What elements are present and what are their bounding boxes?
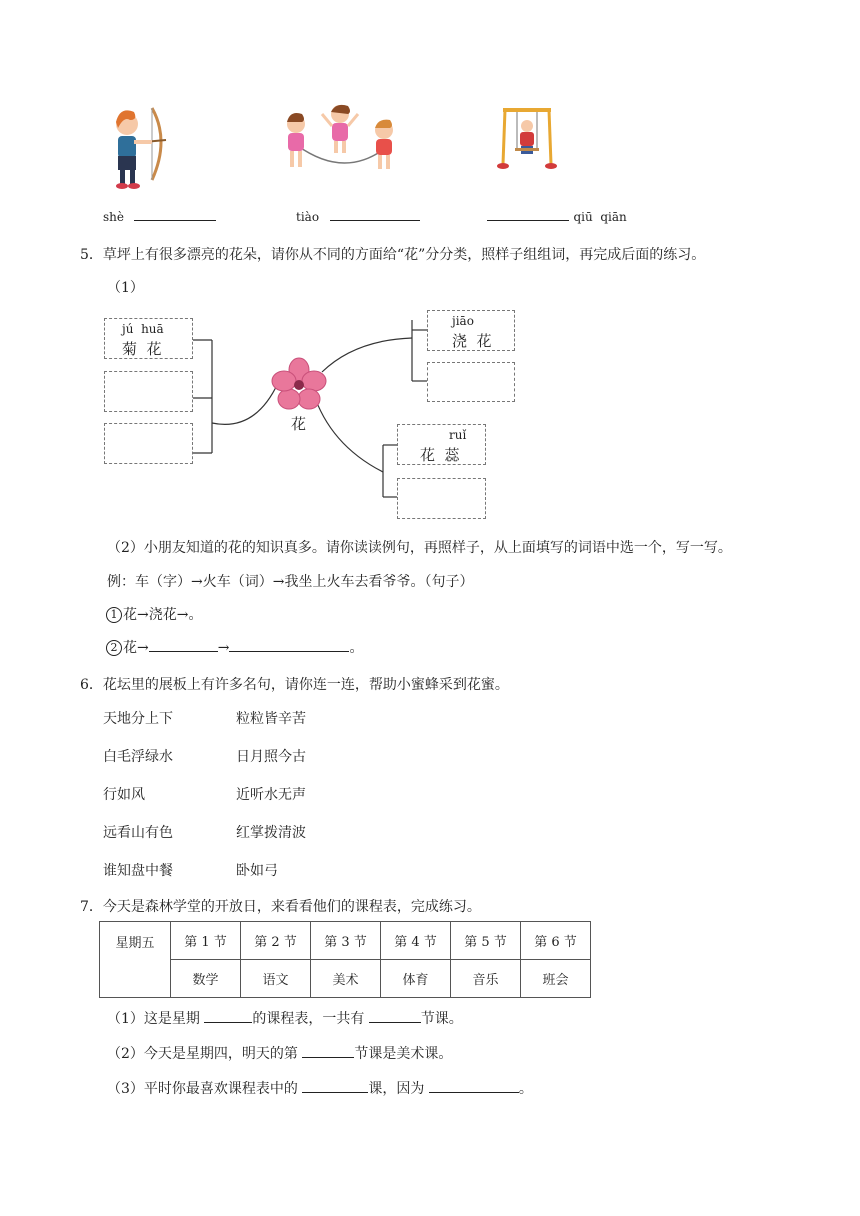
q6-number: 6． [80, 677, 103, 693]
subject-cell: 班会 [521, 960, 591, 998]
q7-sub1 [107, 1008, 463, 1028]
q5-part2-text: （2）小朋友知道的花的知识真多。请你读读例句，再照样子，从上面填写的词语中选一个，写一写。 [107, 540, 732, 556]
q6-left-5[interactable]: 谁知盘中餐 [103, 863, 173, 879]
q5-line2-prefix: 花→ [123, 640, 149, 656]
q7-sub2-b: 节课是美术课。 [354, 1046, 453, 1062]
q7-sub1-a: （1）这是星期 [107, 1011, 205, 1027]
example-box-huarui [397, 424, 486, 465]
jiaohua-word: 浇 花 [452, 332, 492, 350]
q7-number: 7． [80, 899, 103, 915]
huarui-word: 花 蕊 [420, 446, 460, 464]
answer-blank-lesson-count[interactable] [369, 1008, 421, 1023]
q6-stem [80, 674, 509, 694]
word-box-bottom-right-2[interactable] [397, 478, 486, 519]
q7-sub1-c: 节课。 [420, 1011, 463, 1027]
schedule-table [99, 921, 591, 998]
q7-text: 今天是森林学堂的开放日，来看看他们的课程表，完成练习。 [102, 899, 481, 915]
q7-sub3 [107, 1078, 533, 1098]
q7-sub3-b: 课，因为 [368, 1081, 429, 1097]
q7-sub3-a: （3）平时你最喜欢课程表中的 [107, 1081, 303, 1097]
q6-left-2[interactable]: 白毛浮绿水 [103, 749, 173, 765]
word-box-left-3[interactable] [104, 423, 193, 464]
q7-sub1-b: 的课程表，一共有 [252, 1011, 369, 1027]
subject-cell: 语文 [241, 960, 311, 998]
period-header: 第 3 节 [311, 922, 381, 960]
answer-blank-weekday[interactable] [204, 1008, 252, 1023]
subject-cell: 美术 [311, 960, 381, 998]
q6-right-1[interactable]: 粒粒皆辛苦 [236, 711, 306, 727]
pinyin-she: shè [103, 210, 124, 224]
subject-cell: 体育 [381, 960, 451, 998]
answer-blank-reason[interactable] [429, 1078, 519, 1093]
flower-icon [271, 357, 327, 413]
q5-line2 [106, 637, 363, 657]
period-header: 第 1 节 [171, 922, 241, 960]
q7-sub2 [107, 1043, 452, 1063]
q6-left-1[interactable]: 天地分上下 [103, 711, 173, 727]
table-row [100, 960, 591, 998]
q6-right-4[interactable]: 红掌拨清波 [236, 825, 306, 841]
answer-blank-sentence[interactable] [229, 637, 349, 652]
word-box-top-right-2[interactable] [427, 362, 515, 402]
q6-left-4[interactable]: 远看山有色 [103, 825, 173, 841]
circled-number-1: 1 [106, 607, 122, 623]
q6-right-2[interactable]: 日月照今古 [236, 749, 306, 765]
answer-blank-word[interactable] [149, 637, 218, 652]
jiaohua-pinyin: jiāo [452, 314, 474, 328]
q7-sub2-a: （2）今天是星期四，明天的第 [107, 1046, 303, 1062]
period-header: 第 6 节 [521, 922, 591, 960]
day-cell: 星期五 [100, 922, 171, 998]
circled-number-2: 2 [106, 640, 122, 656]
example-box-jiaohua [427, 310, 515, 351]
word-box-left-2[interactable] [104, 371, 193, 412]
q6-right-3[interactable]: 近听水无声 [236, 787, 306, 803]
q7-stem [80, 896, 481, 916]
pinyin-tiao: tiào [296, 210, 320, 224]
q5-part1-label: （1） [107, 280, 144, 296]
table-row [100, 922, 591, 960]
juhua-pinyin: jú huā [122, 322, 164, 336]
q5-line2-arrow: → [217, 640, 230, 656]
period-header: 第 4 节 [381, 922, 451, 960]
q6-right-5[interactable]: 卧如弓 [236, 863, 278, 879]
q6-text: 花坛里的展板上有许多名句，请你连一连，帮助小蜜蜂采到花蜜。 [102, 677, 509, 693]
answer-blank-favorite-subject[interactable] [302, 1078, 368, 1093]
center-flower-char: 花 [291, 415, 307, 433]
q5-text: 草坪上有很多漂亮的花朵，请你从不同的方面给“花”分分类，照样子组组词，再完成后面的练习。 [102, 247, 706, 263]
period-header: 第 2 节 [241, 922, 311, 960]
q7-sub3-c: 。 [518, 1081, 533, 1097]
juhua-word: 菊 花 [122, 340, 162, 358]
q5-line2-end: 。 [349, 640, 364, 656]
subject-cell: 音乐 [451, 960, 521, 998]
q5-number: 5． [80, 247, 103, 263]
example-box-juhua [104, 318, 193, 359]
subject-cell: 数学 [171, 960, 241, 998]
q5-line1-text: 花→浇花→。 [123, 607, 203, 623]
answer-blank-period[interactable] [302, 1043, 354, 1058]
huarui-pinyin: ruǐ [449, 428, 467, 442]
q5-example-sentence: 例：车（字）→火车（词）→我坐上火车去看爷爷。（句子） [107, 574, 474, 590]
pinyin-qiuqian: qiū qiān [573, 210, 627, 224]
period-header: 第 5 节 [451, 922, 521, 960]
q5-line1 [106, 604, 202, 624]
q6-left-3[interactable]: 行如风 [103, 787, 145, 803]
